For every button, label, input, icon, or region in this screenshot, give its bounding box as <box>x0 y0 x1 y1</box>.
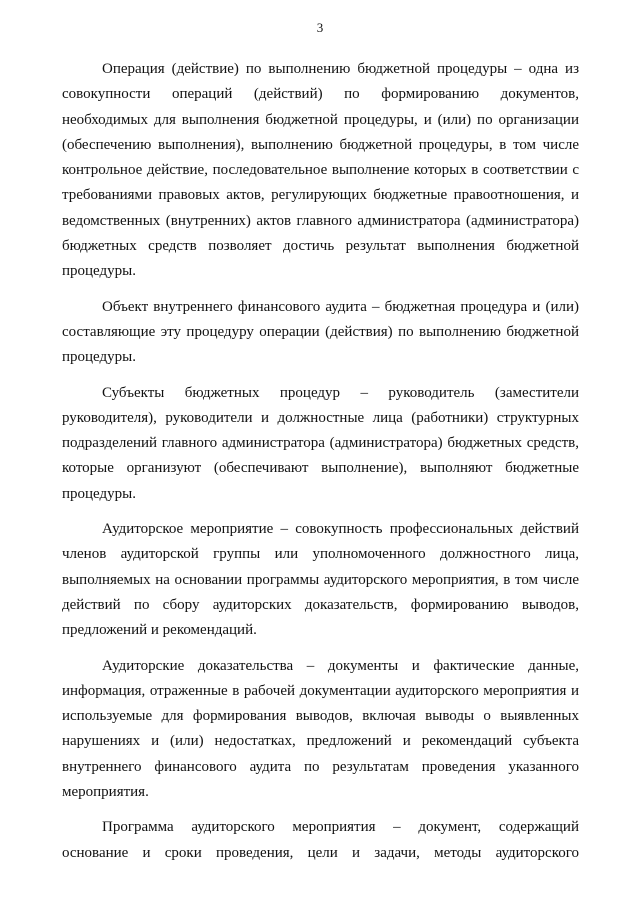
text-line: мероприятия. <box>62 784 149 801</box>
paragraph-budget-subjects <box>62 381 579 507</box>
text-line: используемые для формирования выводов, включая выводы о выявленных <box>62 708 579 725</box>
paragraph-audit-object <box>62 295 579 371</box>
text-line: бюджетных средств позволяет достичь результат выполнения бюджетной <box>62 238 579 255</box>
paragraph-audit-event <box>62 517 579 643</box>
text-line: (обеспечению выполнения), выполнению бюджетной процедуры, в том числе <box>62 136 579 153</box>
text-line: Операция (действие) по выполнению бюджетной процедуры – одна из <box>102 61 579 77</box>
text-line: составляющие эту процедуру операции (действия) по выполнению бюджетной <box>62 323 579 340</box>
text-line: руководителя), руководители и должностные лица (работники) структурных <box>62 409 579 426</box>
text-line: основание и сроки проведения, цели и задачи, методы аудиторского <box>62 844 579 861</box>
paragraph-audit-program <box>62 815 579 866</box>
text-line: информация, отраженные в рабочей документации аудиторского мероприятия и <box>62 682 579 699</box>
text-line: внутреннего финансового аудита по результатам проведения указанного <box>62 758 579 775</box>
text-line: предложений и рекомендаций. <box>62 622 257 639</box>
text-line: которые организуют (обеспечивают выполнение), выполняют бюджетные <box>62 460 579 477</box>
paragraph-audit-evidence <box>62 654 579 806</box>
text-line: Аудиторские доказательства – документы и фактические данные, <box>102 657 579 674</box>
text-line: Программа аудиторского мероприятия – документ, содержащий <box>102 819 579 836</box>
document-body <box>62 57 579 876</box>
text-line: ведомственных (внутренних) актов главного администратора (администратора) <box>62 212 579 229</box>
text-line: выполняемых на основании программы аудиторского мероприятия, в том числе <box>62 571 579 588</box>
page-number: 3 <box>316 20 324 35</box>
text-line: Объект внутреннего финансового аудита – бюджетная процедура и (или) <box>102 298 579 315</box>
text-line: действий по сбору аудиторских доказательств, формированию выводов, <box>62 596 579 613</box>
text-line: процедуры. <box>62 349 136 366</box>
text-line: процедуры. <box>62 263 136 280</box>
text-line: членов аудиторской группы или уполномоченного должностного лица, <box>62 546 579 563</box>
text-line: контрольное действие, последовательное выполнение которых в соответствии с <box>62 162 579 179</box>
text-line: необходимых для выполнения бюджетной процедуры, и (или) по организации <box>62 111 579 128</box>
text-line: совокупности операций (действий) по формированию документов, <box>62 86 579 103</box>
text-line: Субъекты бюджетных процедур – руководитель (заместители <box>102 384 579 401</box>
text-line: нарушениях и (или) недостатках, предложений и рекомендаций субъекта <box>62 733 579 750</box>
paragraph-budget-operation <box>62 57 579 285</box>
text-line: процедуры. <box>62 485 136 502</box>
text-line: подразделений главного администратора (администратора) бюджетных средств, <box>62 435 579 452</box>
text-line: требованиями правовых актов, регулирующих бюджетные правоотношения, и <box>62 187 579 204</box>
text-line: Аудиторское мероприятие – совокупность профессиональных действий <box>102 521 579 538</box>
